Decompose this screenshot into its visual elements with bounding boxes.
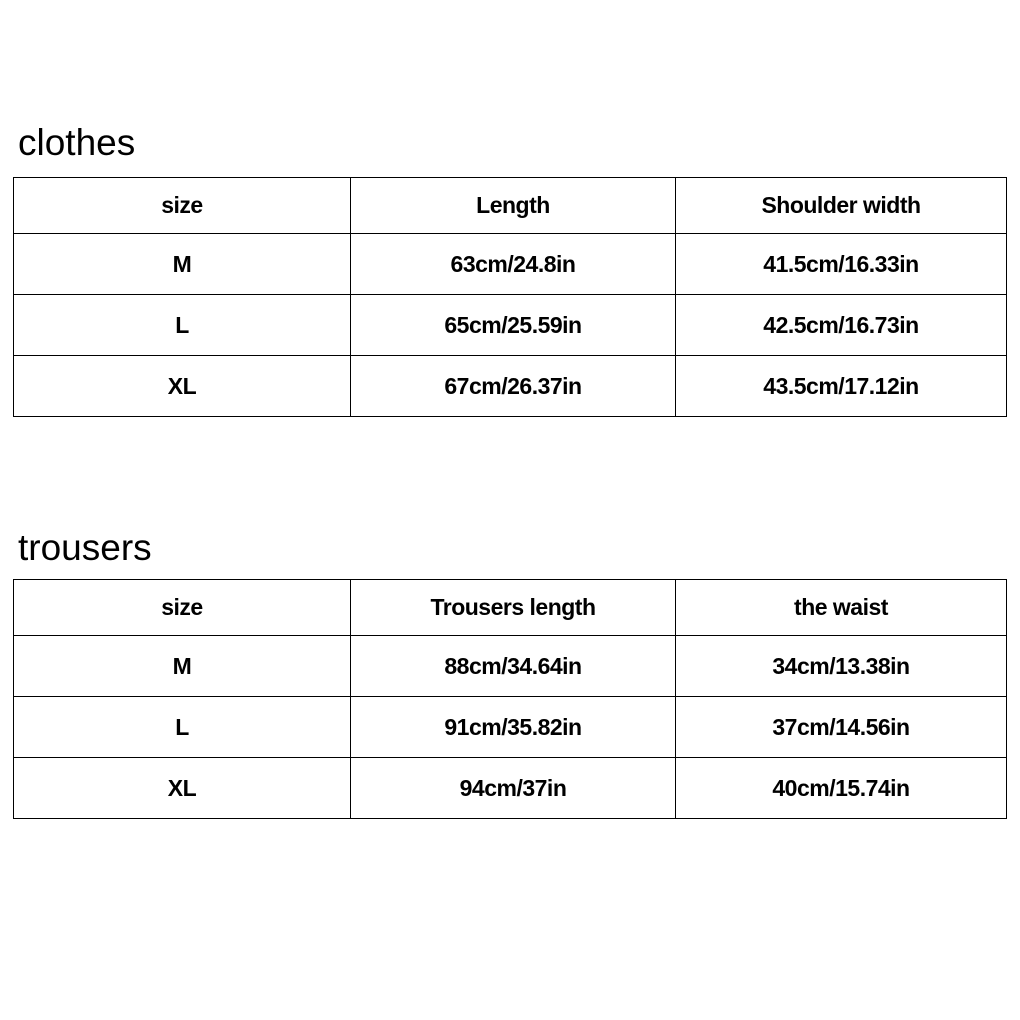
table-row xyxy=(14,636,1007,697)
size-cell: L xyxy=(14,697,351,758)
waist-cell: 34cm/13.38in xyxy=(676,636,1007,697)
length-cell: 67cm/26.37in xyxy=(351,356,676,417)
size-cell: XL xyxy=(14,356,351,417)
size-cell: XL xyxy=(14,758,351,819)
column-header-size: size xyxy=(14,178,351,234)
trousers-length-cell: 88cm/34.64in xyxy=(351,636,676,697)
table-row xyxy=(14,295,1007,356)
trousers-length-cell: 94cm/37in xyxy=(351,758,676,819)
size-cell: M xyxy=(14,234,351,295)
column-header-waist: the waist xyxy=(676,580,1007,636)
shoulder-width-cell: 43.5cm/17.12in xyxy=(676,356,1007,417)
trousers-size-table xyxy=(13,579,1007,819)
table-header-row xyxy=(14,178,1007,234)
clothes-section-title: clothes xyxy=(18,122,136,163)
clothes-size-table xyxy=(13,177,1007,417)
column-header-length: Length xyxy=(351,178,676,234)
trousers-length-cell: 91cm/35.82in xyxy=(351,697,676,758)
length-cell: 63cm/24.8in xyxy=(351,234,676,295)
waist-cell: 40cm/15.74in xyxy=(676,758,1007,819)
shoulder-width-cell: 42.5cm/16.73in xyxy=(676,295,1007,356)
table-header-row xyxy=(14,580,1007,636)
waist-cell: 37cm/14.56in xyxy=(676,697,1007,758)
table-row xyxy=(14,234,1007,295)
column-header-shoulder-width: Shoulder width xyxy=(676,178,1007,234)
table-row xyxy=(14,697,1007,758)
column-header-trousers-length: Trousers length xyxy=(351,580,676,636)
table-row xyxy=(14,758,1007,819)
size-cell: M xyxy=(14,636,351,697)
trousers-section-title: trousers xyxy=(18,527,152,568)
shoulder-width-cell: 41.5cm/16.33in xyxy=(676,234,1007,295)
size-cell: L xyxy=(14,295,351,356)
column-header-size: size xyxy=(14,580,351,636)
length-cell: 65cm/25.59in xyxy=(351,295,676,356)
table-row xyxy=(14,356,1007,417)
